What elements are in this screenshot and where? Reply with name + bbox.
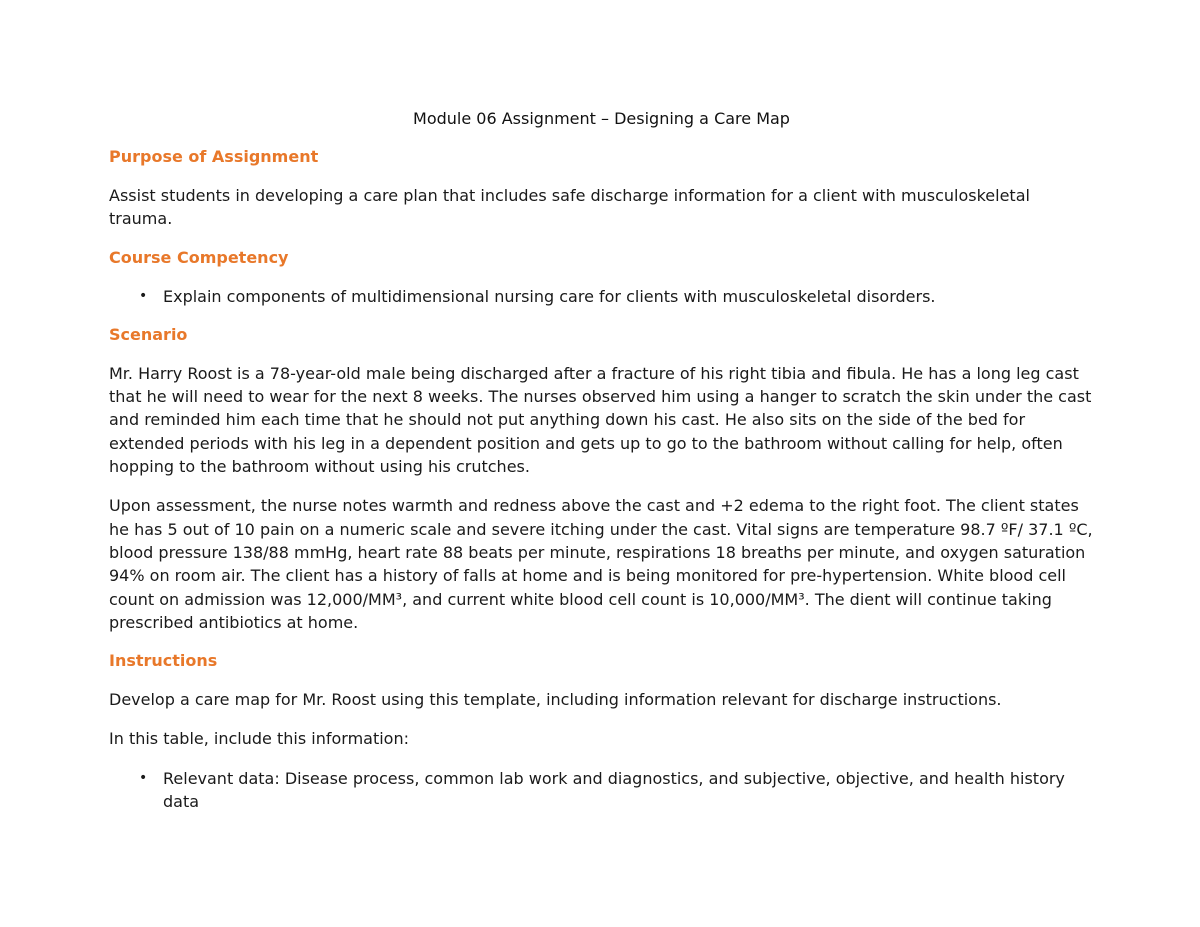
scenario-heading: Scenario [109,324,188,344]
document-title: Module 06 Assignment – Designing a Care Map [413,109,790,128]
purpose-heading: Purpose of Assignment [109,147,319,166]
document-content [109,108,1094,829]
instructions-heading: Instructions [109,651,218,671]
bullet-icon: • [139,769,148,786]
scenario-paragraph-1: Mr. Harry Roost is a 78-year-old male being discharged after a fracture of his right tibia and fibula. He has a long leg cast that he will need to wear for the next 8 weeks. The nurses observed him using a hanger to scratch the skin under the cast and reminded him each time that he should not put anything down his cast. He also sits on the side of the bed for extended periods with his leg in a dependent position and gets up to go to the bathroom without calling for help, often hopping to the bathroom without using his crutches. [109,363,1092,477]
competency-list-item [109,285,1094,308]
instructions-paragraph-2: In this table, include this information: [109,729,409,749]
competency-item-text: Explain components of multidimensional nursing care for clients with musculoskeletal disorders. [163,286,936,306]
instructions-list-item [109,767,1094,814]
competency-heading: Course Competency [109,247,289,267]
instructions-item-text: Relevant data: Disease process, common lab work and diagnostics, and subjective, objective, and health history data [163,768,1065,812]
instructions-paragraph-1: Develop a care map for Mr. Roost using this template, including information relevant for discharge instructions. [109,690,1002,710]
scenario-paragraph-2: Upon assessment, the nurse notes warmth and redness above the cast and +2 edema to the right foot. The client states he has 5 out of 10 pain on a numeric scale and severe itching under the cast. Vital signs are temperature 98.7 ºF/ 37.1 ºC, blood pressure 138/88 mmHg, heart rate 88 beats per minute, respirations 18 breaths per minute, and oxygen saturation 94% on room air. The client has a history of falls at home and is being monitored for pre-hypertension. White blood cell count on admission was 12,000/MM³, and current white blood cell count is 10,000/MM³. The dient will continue taking prescribed antibiotics at home. [109,496,1093,632]
instructions-list [109,767,1094,814]
purpose-text: Assist students in developing a care plan that includes safe discharge information for a client with musculoskeletal trauma. [109,186,1030,229]
competency-list [109,285,1094,308]
bullet-icon: • [139,287,148,304]
